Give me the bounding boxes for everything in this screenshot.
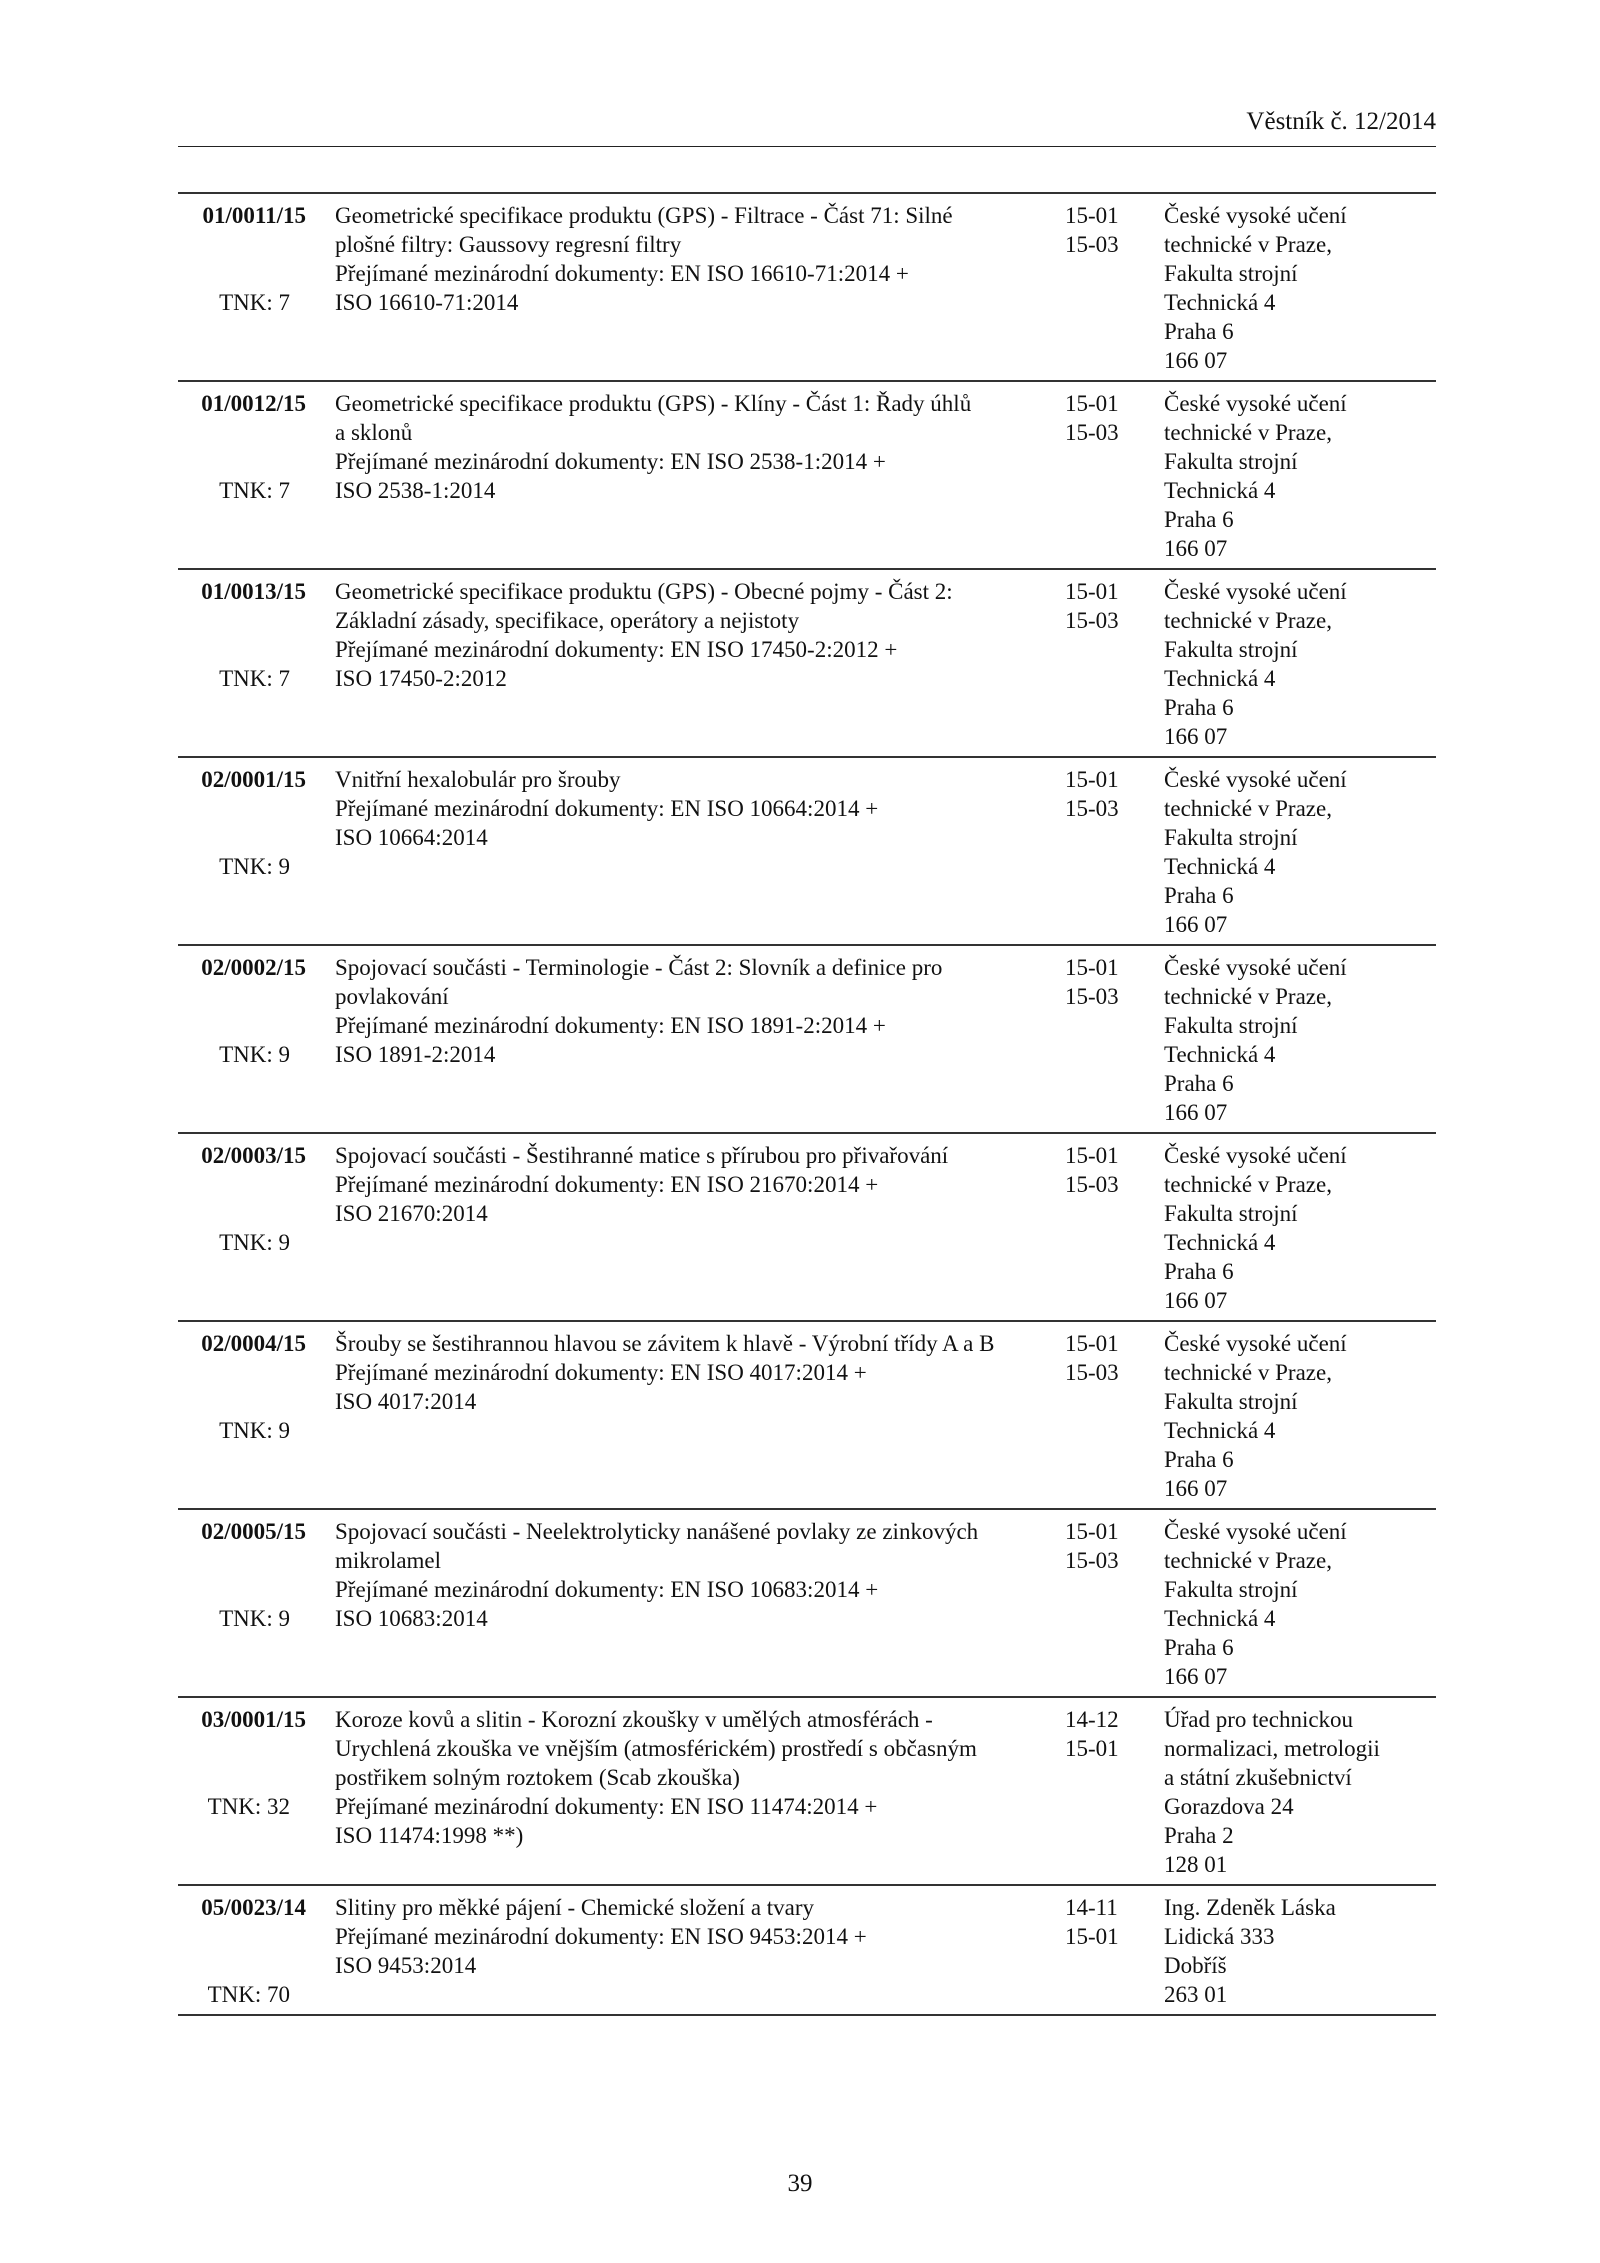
address-line: 166 07 [1164, 912, 1228, 937]
code-cell [178, 765, 335, 939]
address-line: technické v Praze, [1164, 984, 1332, 1009]
address-line: České vysoké učení [1164, 1331, 1347, 1356]
description-line: Přejímané mezinárodní dokumenty: EN ISO 9453:2014 + [335, 1924, 867, 1949]
date-line: 15-03 [1065, 1360, 1119, 1385]
date-line: 15-01 [1065, 955, 1119, 980]
tnk-label: TNK: 9 [219, 854, 290, 879]
description-line: ISO 10683:2014 [335, 1606, 488, 1631]
address-line: České vysoké učení [1164, 203, 1347, 228]
description-line: povlakování [335, 984, 449, 1009]
address-cell [1164, 577, 1436, 751]
description-line: Geometrické specifikace produktu (GPS) - Obecné pojmy - Část 2: [335, 579, 953, 604]
tnk-label: TNK: 70 [207, 1982, 290, 2007]
description-line: ISO 11474:1998 **) [335, 1823, 524, 1848]
address-line: České vysoké učení [1164, 767, 1347, 792]
dates-cell [1065, 1893, 1164, 2009]
tnk-label: TNK: 9 [219, 1042, 290, 1067]
tnk-label: TNK: 32 [207, 1794, 290, 1819]
code-cell [178, 1329, 335, 1503]
tnk-label: TNK: 7 [219, 666, 290, 691]
date-line: 15-03 [1065, 232, 1119, 257]
address-line: Fakulta strojní [1164, 1201, 1298, 1226]
table-row [178, 382, 1436, 570]
tnk-label: TNK: 7 [219, 478, 290, 503]
address-line: Praha 6 [1164, 1259, 1234, 1284]
address-line: Praha 6 [1164, 1447, 1234, 1472]
description-line: ISO 17450-2:2012 [335, 666, 507, 691]
standard-code: 01/0011/15 [202, 203, 306, 228]
address-line: Dobříš [1164, 1953, 1227, 1978]
code-cell [178, 1705, 335, 1879]
description-cell [335, 765, 1065, 939]
description-cell [335, 1329, 1065, 1503]
address-line: technické v Praze, [1164, 796, 1332, 821]
address-cell [1164, 1141, 1436, 1315]
description-cell [335, 1705, 1065, 1879]
dates-cell [1065, 1705, 1164, 1879]
address-line: Technická 4 [1164, 666, 1276, 691]
date-line: 15-03 [1065, 608, 1119, 633]
address-cell [1164, 201, 1436, 375]
description-line: Slitiny pro měkké pájení - Chemické složení a tvary [335, 1895, 815, 1920]
table-row [178, 194, 1436, 382]
address-line: 166 07 [1164, 536, 1228, 561]
standard-code: 03/0001/15 [201, 1707, 306, 1732]
address-line: normalizaci, metrologii [1164, 1736, 1380, 1761]
address-line: Praha 6 [1164, 1071, 1234, 1096]
description-line: Přejímané mezinárodní dokumenty: EN ISO 21670:2014 + [335, 1172, 879, 1197]
date-line: 15-03 [1065, 796, 1119, 821]
dates-cell [1065, 1141, 1164, 1315]
date-line: 15-01 [1065, 1924, 1119, 1949]
dates-cell [1065, 1517, 1164, 1691]
description-line: ISO 21670:2014 [335, 1201, 488, 1226]
header-rule [178, 146, 1436, 147]
address-line: České vysoké učení [1164, 579, 1347, 604]
address-line: Praha 6 [1164, 507, 1234, 532]
description-line: Koroze kovů a slitin - Korozní zkoušky v umělých atmosférách - [335, 1707, 933, 1732]
address-line: 166 07 [1164, 1476, 1228, 1501]
table-row [178, 1510, 1436, 1698]
tnk-label: TNK: 9 [219, 1230, 290, 1255]
address-cell [1164, 389, 1436, 563]
address-line: Fakulta strojní [1164, 1389, 1298, 1414]
address-line: Technická 4 [1164, 1418, 1276, 1443]
description-line: ISO 10664:2014 [335, 825, 488, 850]
address-line: České vysoké učení [1164, 391, 1347, 416]
date-line: 15-01 [1065, 391, 1119, 416]
address-line: a státní zkušebnictví [1164, 1765, 1352, 1790]
address-line: 166 07 [1164, 1288, 1228, 1313]
address-cell [1164, 1517, 1436, 1691]
address-line: Technická 4 [1164, 478, 1276, 503]
description-line: Geometrické specifikace produktu (GPS) - Filtrace - Část 71: Silné [335, 203, 953, 228]
address-line: technické v Praze, [1164, 1172, 1332, 1197]
date-line: 15-01 [1065, 1736, 1119, 1761]
date-line: 15-01 [1065, 1519, 1119, 1544]
address-cell [1164, 765, 1436, 939]
dates-cell [1065, 953, 1164, 1127]
address-line: technické v Praze, [1164, 420, 1332, 445]
description-line: Spojovací součásti - Šestihranné matice s přírubou pro přivařování [335, 1143, 949, 1168]
date-line: 15-03 [1065, 420, 1119, 445]
running-header: Věstník č. 12/2014 [1246, 108, 1436, 135]
table-row [178, 1698, 1436, 1886]
date-line: 14-11 [1065, 1895, 1118, 1920]
description-line: Přejímané mezinárodní dokumenty: EN ISO 17450-2:2012 + [335, 637, 898, 662]
address-line: Technická 4 [1164, 290, 1276, 315]
description-line: ISO 16610-71:2014 [335, 290, 519, 315]
page-number: 39 [787, 2170, 813, 2197]
standard-code: 05/0023/14 [201, 1895, 306, 1920]
code-cell [178, 201, 335, 375]
address-cell [1164, 1329, 1436, 1503]
address-line: 263 01 [1164, 1982, 1228, 2007]
address-line: Lidická 333 [1164, 1924, 1275, 1949]
address-line: České vysoké učení [1164, 1519, 1347, 1544]
description-cell [335, 201, 1065, 375]
description-line: Přejímané mezinárodní dokumenty: EN ISO 1891-2:2014 + [335, 1013, 886, 1038]
description-line: Základní zásady, specifikace, operátory a nejistoty [335, 608, 800, 633]
description-line: ISO 4017:2014 [335, 1389, 477, 1414]
table-row [178, 1886, 1436, 2016]
address-line: Fakulta strojní [1164, 1013, 1298, 1038]
tnk-label: TNK: 9 [219, 1606, 290, 1631]
standards-table [178, 192, 1436, 2016]
table-row [178, 946, 1436, 1134]
address-line: Technická 4 [1164, 1230, 1276, 1255]
address-line: 166 07 [1164, 1664, 1228, 1689]
address-line: Praha 6 [1164, 1635, 1234, 1660]
dates-cell [1065, 389, 1164, 563]
standard-code: 02/0004/15 [201, 1331, 306, 1356]
table-row [178, 1134, 1436, 1322]
description-line: Urychlená zkouška ve vnějším (atmosférickém) prostředí s občasným [335, 1736, 977, 1761]
description-line: plošné filtry: Gaussovy regresní filtry [335, 232, 682, 257]
address-line: Gorazdova 24 [1164, 1794, 1294, 1819]
table-row [178, 570, 1436, 758]
standard-code: 01/0012/15 [201, 391, 306, 416]
address-line: Fakulta strojní [1164, 261, 1298, 286]
description-line: Přejímané mezinárodní dokumenty: EN ISO 11474:2014 + [335, 1794, 878, 1819]
table-row [178, 758, 1436, 946]
dates-cell [1065, 765, 1164, 939]
address-line: Fakulta strojní [1164, 637, 1298, 662]
description-cell [335, 953, 1065, 1127]
standard-code: 02/0005/15 [201, 1519, 306, 1544]
address-cell [1164, 1705, 1436, 1879]
address-line: Ing. Zdeněk Láska [1164, 1895, 1336, 1920]
tnk-label: TNK: 7 [219, 290, 290, 315]
address-line: 166 07 [1164, 1100, 1228, 1125]
address-line: 166 07 [1164, 724, 1228, 749]
date-line: 15-01 [1065, 203, 1119, 228]
description-line: Přejímané mezinárodní dokumenty: EN ISO 2538-1:2014 + [335, 449, 886, 474]
address-line: technické v Praze, [1164, 1548, 1332, 1573]
description-cell [335, 1517, 1065, 1691]
description-line: Přejímané mezinárodní dokumenty: EN ISO 16610-71:2014 + [335, 261, 909, 286]
description-line: Šrouby se šestihrannou hlavou se závitem k hlavě - Výrobní třídy A a B [335, 1331, 995, 1356]
address-line: České vysoké učení [1164, 955, 1347, 980]
address-line: technické v Praze, [1164, 608, 1332, 633]
description-cell [335, 1893, 1065, 2009]
date-line: 15-03 [1065, 1548, 1119, 1573]
date-line: 14-12 [1065, 1707, 1119, 1732]
date-line: 15-01 [1065, 1331, 1119, 1356]
standard-code: 02/0003/15 [201, 1143, 306, 1168]
description-line: Spojovací součásti - Neelektrolyticky nanášené povlaky ze zinkových [335, 1519, 979, 1544]
description-line: Přejímané mezinárodní dokumenty: EN ISO 4017:2014 + [335, 1360, 867, 1385]
code-cell [178, 389, 335, 563]
code-cell [178, 953, 335, 1127]
code-cell [178, 1893, 335, 2009]
dates-cell [1065, 577, 1164, 751]
description-line: a sklonů [335, 420, 413, 445]
address-line: Fakulta strojní [1164, 449, 1298, 474]
standard-code: 02/0002/15 [201, 955, 306, 980]
date-line: 15-03 [1065, 1172, 1119, 1197]
code-cell [178, 1517, 335, 1691]
address-cell [1164, 953, 1436, 1127]
tnk-label: TNK: 9 [219, 1418, 290, 1443]
description-line: Spojovací součásti - Terminologie - Část 2: Slovník a definice pro [335, 955, 943, 980]
description-line: ISO 9453:2014 [335, 1953, 477, 1978]
description-line: ISO 2538-1:2014 [335, 478, 496, 503]
description-line: Geometrické specifikace produktu (GPS) - Klíny - Část 1: Řady úhlů [335, 391, 972, 416]
date-line: 15-01 [1065, 579, 1119, 604]
address-line: Praha 6 [1164, 319, 1234, 344]
address-line: Technická 4 [1164, 1606, 1276, 1631]
date-line: 15-03 [1065, 984, 1119, 1009]
standard-code: 02/0001/15 [201, 767, 306, 792]
address-line: Fakulta strojní [1164, 1577, 1298, 1602]
description-line: mikrolamel [335, 1548, 442, 1573]
address-line: České vysoké učení [1164, 1143, 1347, 1168]
description-line: postřikem solným roztokem (Scab zkouška) [335, 1765, 740, 1790]
description-line: Přejímané mezinárodní dokumenty: EN ISO 10683:2014 + [335, 1577, 879, 1602]
description-line: ISO 1891-2:2014 [335, 1042, 496, 1067]
description-cell [335, 1141, 1065, 1315]
code-cell [178, 1141, 335, 1315]
dates-cell [1065, 1329, 1164, 1503]
table-row [178, 1322, 1436, 1510]
code-cell [178, 577, 335, 751]
description-cell [335, 577, 1065, 751]
address-line: technické v Praze, [1164, 1360, 1332, 1385]
description-cell [335, 389, 1065, 563]
standard-code: 01/0013/15 [201, 579, 306, 604]
address-line: Praha 6 [1164, 883, 1234, 908]
address-line: Praha 6 [1164, 695, 1234, 720]
description-line: Vnitřní hexalobulár pro šrouby [335, 767, 621, 792]
address-line: Technická 4 [1164, 1042, 1276, 1067]
description-line: Přejímané mezinárodní dokumenty: EN ISO 10664:2014 + [335, 796, 879, 821]
date-line: 15-01 [1065, 767, 1119, 792]
address-cell [1164, 1893, 1436, 2009]
address-line: Technická 4 [1164, 854, 1276, 879]
address-line: 166 07 [1164, 348, 1228, 373]
date-line: 15-01 [1065, 1143, 1119, 1168]
dates-cell [1065, 201, 1164, 375]
address-line: technické v Praze, [1164, 232, 1332, 257]
address-line: Praha 2 [1164, 1823, 1234, 1848]
address-line: Fakulta strojní [1164, 825, 1298, 850]
address-line: Úřad pro technickou [1164, 1707, 1354, 1732]
address-line: 128 01 [1164, 1852, 1228, 1877]
